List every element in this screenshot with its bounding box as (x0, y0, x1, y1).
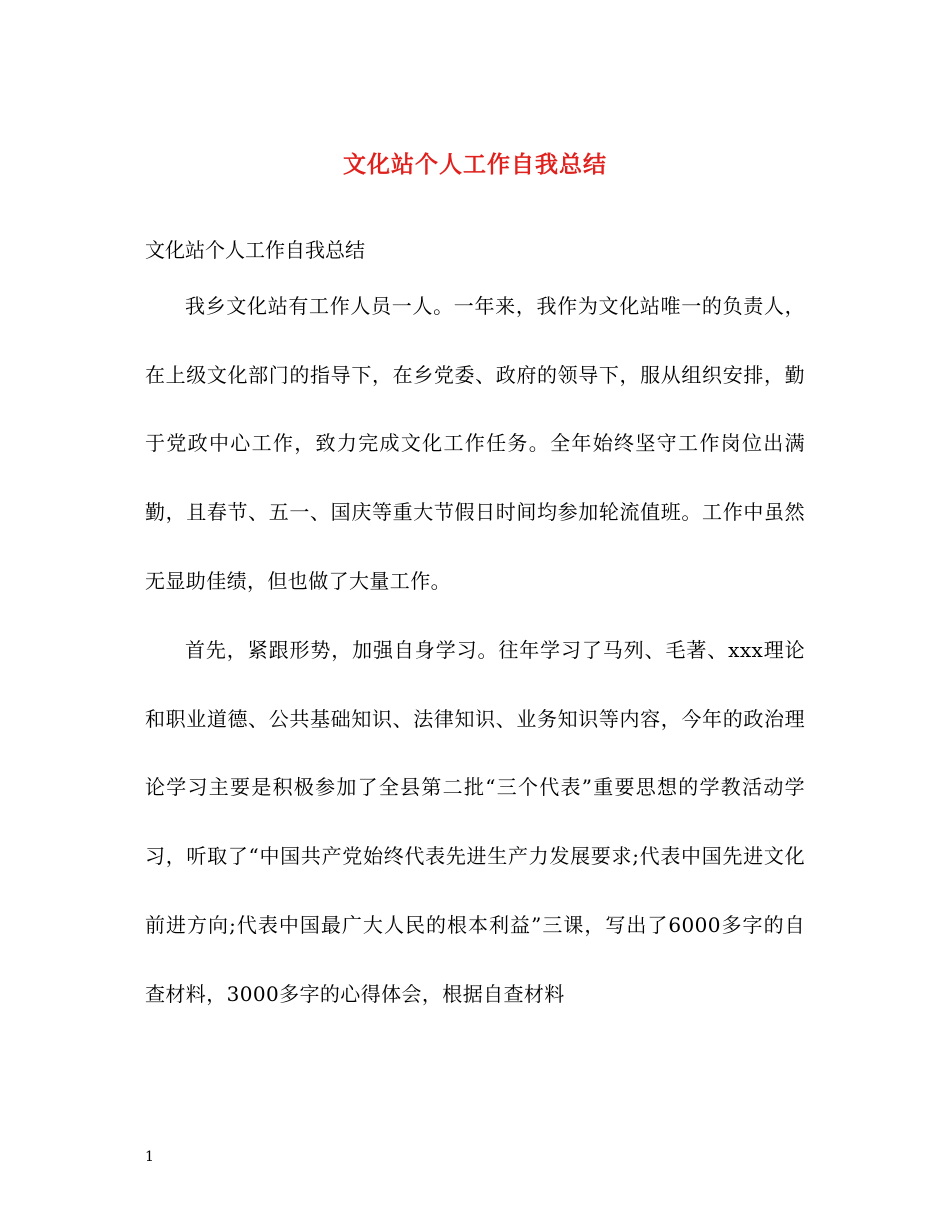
page-number: 1 (145, 1149, 154, 1165)
paragraph-1: 我乡文化站有工作人员一人。一年来，我作为文化站唯一的负责人，在上级文化部门的指导下，在乡党委、政府的领导下，服从组织安排，勤于党政中心工作，致力完成文化工作任务。全年始终坚守工作岗位出满勤，且春节、五一、国庆等重大节假日时间均参加轮流值班。工作中虽然无显助佳绩，但也做了大量工作。 (145, 294, 805, 593)
document-title: 文化站个人工作自我总结 (343, 151, 607, 178)
paragraph-2: 首先，紧跟形势，加强自身学习。往年学习了马列、毛著、xxx理论和职业道德、公共基础知识、法律知识、业务知识等内容，今年的政治理论学习主要是积极参加了全县第二批“三个代表”重要思想的学教活动学习，听取了“中国共产党始终代表先进生产力发展要求;代表中国先进文化前进方向;代表中国最广大人民的根本利益”三课，写出了6000多字的自查材料，3000多字的心得体会，根据自查材料 (145, 638, 805, 1006)
document-subtitle: 文化站个人工作自我总结 (145, 238, 365, 262)
